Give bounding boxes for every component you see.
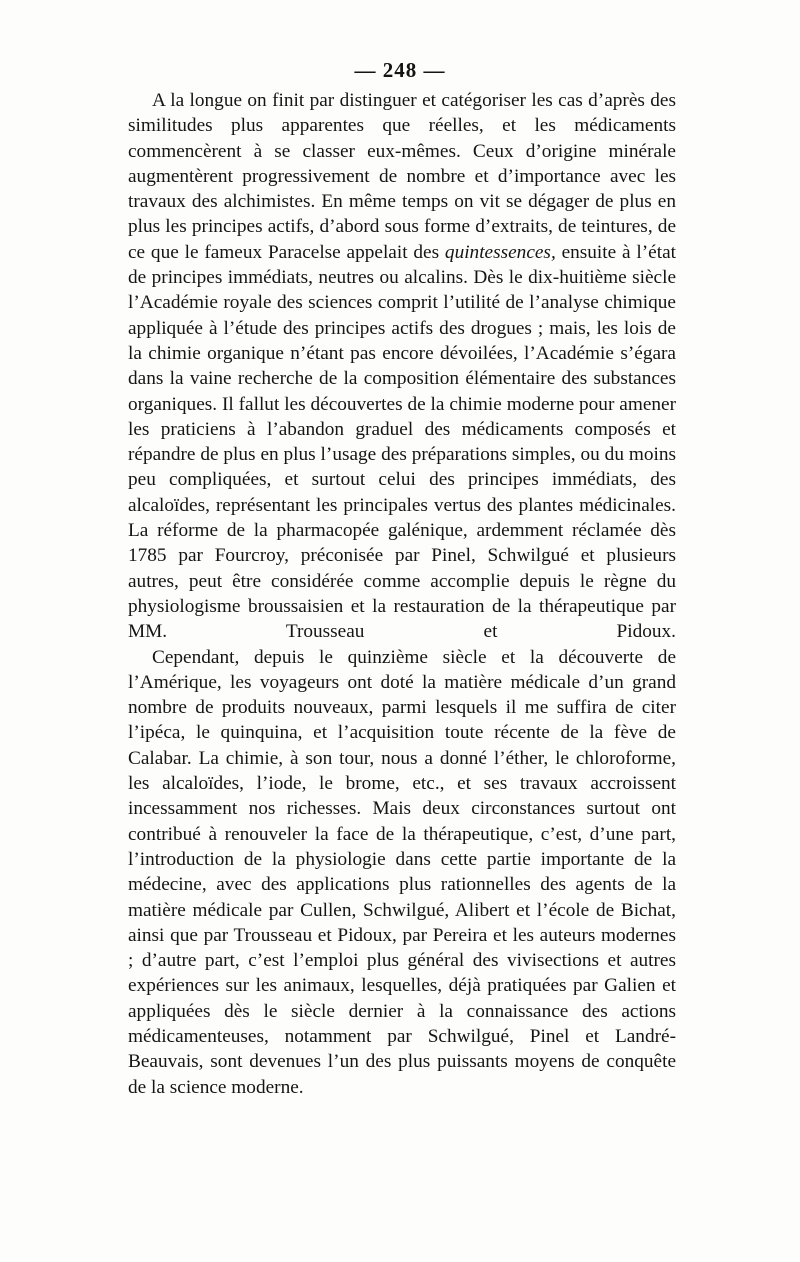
italic-term: quintessences, xyxy=(444,241,556,263)
page-number: — 248 — xyxy=(354,58,446,82)
paragraph-1 xyxy=(128,88,676,645)
paragraph-1-text-start: A la longue on finit par distinguer et catégoriser les cas d’après des similitudes plus apparentes que réelles, et les médicaments commencèrent à se classer eux-mêmes. Ceux d’origine minérale augmentèrent progressivement de nombre et d’importance avec les travaux des alchimistes. En même temps on vit se dégager de plus en plus les principes actifs, d’abord sous forme d’extraits, de teintures, de ce que le fameux Paracelse appelait des xyxy=(128,90,676,263)
body-text xyxy=(128,88,676,1100)
paragraph-1-text-end: ensuite à l’état de principes immédiats, neutres ou alcalins. Dès le dix-huitième siècle l’Académie royale des sciences comprit l’utilité de l’analyse chimique appliquée à l’étude des principes actifs des drogues ; mais, les lois de la chimie organique n’étant pas encore dévoilées, l’Académie s’égara dans la vaine recherche de la composition élémentaire des substances organiques. Il fallut les découvertes de la chimie moderne pour amener les praticiens à l’abandon graduel des médicaments composés et répandre de plus en plus l’usage des préparations simples, ou du moins peu compliquées, et surtout celui des principes immédiats, des alcaloïdes, représentant les principales vertus des plantes médicinales. La réforme de la pharmacopée galénique, ardemment réclamée dès 1785 par Fourcroy, préconisée par Pinel, Schwilgué et plusieurs autres, peut être considérée comme accomplie depuis le règne du physiologisme broussaisien et la restauration de la thérapeutique par MM. Trousseau et Pidoux. xyxy=(128,241,676,643)
paragraph-2: Cependant, depuis le quinzième siècle et la découverte de l’Amérique, les voyageurs ont doté la matière médicale d’un grand nombre de produits nouveaux, parmi lesquels il me suffira de citer l’ipéca, le quinquina, et l’acquisition toute récente de la fève de Calabar. La chimie, à son tour, nous a donné l’éther, le chloroforme, les alcaloïdes, l’iode, le brome, etc., et ses travaux accroissent incessamment nos richesses. Mais deux circonstances surtout ont contribué à renouveler la face de la thérapeutique, c’est, d’une part, l’introduction de la physiologie dans cette partie importante de la médecine, avec des applications plus rationnelles des agents de la matière médicale par Cullen, Schwilgué, Alibert et l’école de Bichat, ainsi que par Trousseau et Pidoux, par Pereira et les auteurs modernes ; d’autre part, c’est l’emploi plus général des vivisections et autres expériences sur les animaux, lesquelles, déjà pratiquées par Galien et appliquées dès le siècle dernier à la connaissance des actions médicamenteuses, notamment par Schwilgué, Pinel et Landré-Beauvais, sont devenues l’un des plus puissants moyens de conquête de la science moderne. xyxy=(128,646,676,1098)
